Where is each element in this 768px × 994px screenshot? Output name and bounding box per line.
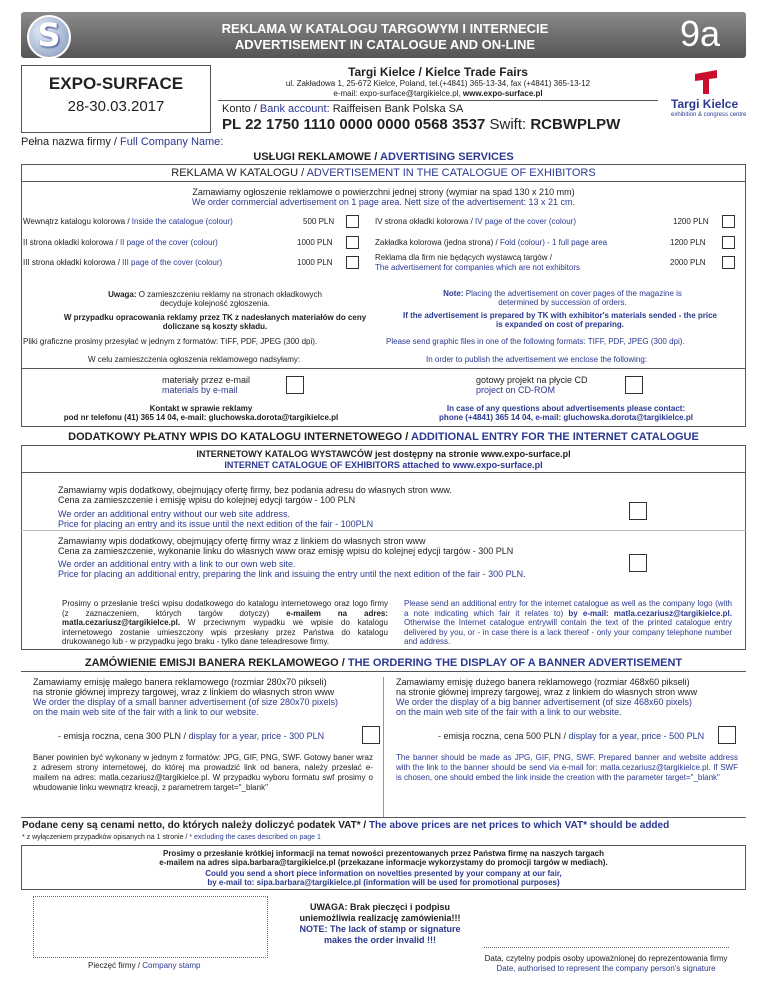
banner-divider	[383, 677, 384, 817]
contact-en-2: phone (+4841) 365 14 04, e-mail: gluchowska.dorota@targikielce.pl	[439, 413, 693, 422]
internet-sub-en: INTERNET CATALOGUE OF EXHIBITORS attached to www.expo-surface.pl	[224, 460, 543, 470]
vat-exceptions: * z wyłączeniem przypadków opisanych na 1 stronie / * excluding the cases described on page 1	[22, 834, 321, 841]
stamp-label: Pieczęć firmy / Company stamp	[88, 961, 201, 970]
catalogue-price-iv-cover: 1200 PLN	[673, 217, 709, 226]
catalogue-item-iii-cover: III strona okładki kolorowa / III page of the cover (colour)	[23, 258, 223, 267]
banner-format-pl: Baner powinien być wykonany w jednym z formatów: JPG, GIF, PNG, SWF. Gotowy baner wraz z adresem strony internetowej, do której ma prowadzić link od banera, należy przesłać e-mailem na adres: matla.cezariusz@targikielce.pl. W przypadku wyboru formatu swf prosimy o wbudowanie linku wewnątrz kreacji, z parametrem target="_blank"	[33, 753, 373, 792]
catalogue-item-non-exhibitor-pl: Reklama dla firm nie będących wystawcą targów /	[375, 253, 552, 262]
news-en-2: by e-mail to: sipa.barbara@targikielce.pl (information will be used for promotional purposes)	[207, 878, 560, 887]
checkbox-entry-without-link[interactable]	[629, 502, 647, 520]
catalogue-price-fold: 1200 PLN	[670, 238, 706, 247]
internet-send-en: Please send an additional entry for the internet catalogue as well as the company logo (with a note indicating which fair it relates to) by e-mail: matla.cezariusz@targikielce.pl. Otherwise the Internet catalogue entrywill contain the text of the printed catalogue entry delivered by you, or - in case there is a lack thereof - only your company telephone number and address.	[404, 599, 732, 646]
catalogue-title: REKLAMA W KATALOGU / ADVERTISEMENT IN THE CATALOGUE OF EXHIBITORS	[171, 167, 596, 179]
internet-sub-pl: INTERNETOWY KATALOG WYSTAWCÓW jest dostępny na stronie www.expo-surface.pl	[196, 449, 571, 459]
big-banner-pl-2: na stronie głównej imprezy targowej, wraz z linkiem do własnych stron www	[396, 687, 698, 697]
big-banner-en-1: We order the display of a big banner advertisement (of size 468x60 pixels)	[396, 697, 692, 707]
contact-en-1: In case of any questions about advertisements please contact:	[446, 404, 686, 413]
catalogue-price-non-exhibitor: 2000 PLN	[670, 258, 706, 267]
cd-option-en: project on CD-ROM	[476, 385, 556, 395]
internet-send-pl: Prosimy o przesłanie treści wpisu dodatkowego do katalogu internetowego oraz logo firmy (z zaznaczeniem, których targów dotyczy) e-mailem na adres: matla.cezariusz@targikielce.pl. W przeciwnym wypadku we wpisie do katalogu internetowego zostanie umieszczony wpis przesłany przez Państwa do katalogu drukowanego lub - w przypadku jego braku - tylko dane teleadresowe firmy.	[62, 599, 389, 646]
signature-line[interactable]	[484, 947, 729, 948]
formats-en: Please send graphic files in one of the following formats: TIFF, PDF, JPEG (300 dpi).	[386, 337, 685, 346]
email-option-pl: materiały przez e-mail	[162, 375, 251, 385]
advertising-services-title: USŁUGI REKLAMOWE / ADVERTISING SERVICES	[253, 151, 514, 163]
opt2-en-2: Price for placing an additional entry, preparing the link and issuing the entry until the next edition of the fair - 300 PLN.	[58, 569, 526, 579]
iban-line: PL 22 1750 1110 0000 0000 0568 3537 Swift: RCBWPLPW	[222, 116, 621, 133]
banner-title-line	[21, 671, 746, 672]
organizer-name: Targi Kielce / Kielce Trade Fairs	[348, 65, 528, 79]
vat-note: Podane ceny są cenami netto, do których należy doliczyć podatek VAT* / The above prices are net prices to which VAT* should be added	[22, 820, 670, 831]
catalogue-intro-pl: Zamawiamy ogłoszenie reklamowe o powierzchni jednej strony (wymiar na spad 130 x 210 mm)	[192, 187, 575, 197]
opt1-en-2: Price for placing an entry and its issue until the next edition of the fair - 100PLN	[58, 519, 374, 529]
warn-pl-2: uniemożliwia realizację zamówienia!!!	[299, 913, 461, 923]
opt2-en-1: We order an additional entry with a link to our own web site.	[58, 559, 296, 569]
checkbox-big-banner[interactable]	[718, 726, 736, 744]
organizer-email: e-mail: expo-surface@targikielce.pl, www.expo-surface.pl	[333, 89, 543, 98]
cd-option-pl: gotowy projekt na płycie CD	[476, 375, 588, 385]
internet-title: DODATKOWY PŁATNY WPIS DO KATALOGU INTERNETOWEGO / ADDITIONAL ENTRY FOR THE INTERNET CATALOGUE	[68, 431, 699, 443]
formats-pl: Pliki graficzne prosimy przesyłać w jednym z formatów: TIFF, PDF, JPEG (300 dpi).	[23, 337, 318, 346]
news-pl-1: Prosimy o przesłanie krótkiej informacji na temat nowości prezentowanych przez Państwa firmę na naszych targach	[162, 849, 605, 858]
tk-note-pl: W przypadku opracowania reklamy przez TK z nadesłanych materiałów do ceny doliczane są koszty składu.	[63, 313, 367, 331]
opt1-en-1: We order an additional entry without our web site address.	[58, 509, 290, 519]
targi-kielce-tagline: exhibition & congress centre	[671, 112, 747, 118]
news-pl-2: e-mailem na adres sipa.barbara@targikielce.pl (przekazane informacje wykorzystamy do promocji targów w mediach).	[159, 858, 608, 867]
contact-pl-2: pod nr telefonu (41) 365 14 04, e-mail: gluchowska.dorota@targikielce.pl	[63, 413, 339, 422]
opt2-pl-1: Zamawiamy wpis dodatkowy, obejmujący ofertę firmy wraz z linkiem do własnych stron www	[58, 536, 426, 546]
big-banner-price: - emisja roczna, cena 500 PLN / display for a year, price - 500 PLN	[438, 731, 705, 741]
small-banner-pl-1: Zamawiamy emisję małego banera reklamowego (rozmiar 280x70 pikseli)	[33, 677, 327, 687]
header-title-pl: REKLAMA W KATALOGU TARGOWYM I INTERNECIE	[221, 21, 549, 36]
catalogue-item-non-exhibitor-en: The advertisement for companies which are not exhibitors	[375, 263, 580, 272]
opt1-pl-1: Zamawiamy wpis dodatkowy, obejmujący ofertę firmy, bez podania adresu do własnych stron www.	[58, 485, 452, 495]
organizer-divider	[218, 100, 658, 101]
signature-label-en: Date, authorised to represent the company person’s signature	[496, 964, 716, 973]
banner-section-bottom	[21, 817, 746, 818]
checkbox-iii-cover[interactable]	[346, 256, 359, 269]
logo-letter: S	[37, 16, 61, 54]
warn-en-2: makes the order invalid !!!	[323, 935, 437, 945]
big-banner-pl-1: Zamawiamy emisję dużego banera reklamowego (rozmiar 468x60 pikseli)	[396, 677, 690, 687]
opt2-pl-2: Cena za zamieszczenie, wykonanie linku do własnych www oraz emisję wpisu do kolejnej edycji targów - 300 PLN	[58, 546, 514, 556]
catalogue-price-iii-cover: 1000 PLN	[297, 258, 333, 267]
catalogue-item-iv-cover: IV strona okładki kolorowa / IV page of the cover (colour)	[375, 217, 576, 226]
banner-format-en: The banner should be made as JPG, GIF, PNG, SWF. Prepared banner and website address with the link to the banner should be send via e-mail for: matla.cezariusz@targikielce.pl. If SWF is chosen, one should embed the link inside the creation with the parameter target="_blank"	[396, 753, 738, 782]
news-en-1: Could you send a short piece information on novelties presented by your company at our fair,	[205, 869, 562, 878]
note-pl: Uwaga: O zamieszczeniu reklamy na stronach okładkowych decyduje kolejność zgłoszenia.	[108, 290, 322, 308]
catalogue-price-ii-cover: 1000 PLN	[297, 238, 333, 247]
company-name-field[interactable]	[160, 147, 746, 148]
opt1-pl-2: Cena za zamieszczenie i emisję wpisu do kolejnej edycji targów - 100 PLN	[58, 495, 356, 505]
checkbox-cd-rom[interactable]	[625, 376, 643, 394]
bank-line: Konto / Bank account: Raiffeisen Bank Polska SA	[222, 103, 464, 115]
banner-title: ZAMÓWIENIE EMISJI BANERA REKLAMOWEGO / THE ORDERING THE DISPLAY OF A BANNER ADVERTISEMENT	[84, 657, 683, 669]
event-name: EXPO-SURFACE	[48, 74, 184, 93]
enclose-en: In order to publish the advertisement we enclose the following:	[426, 355, 648, 364]
checkbox-email-materials[interactable]	[286, 376, 304, 394]
checkbox-iv-cover[interactable]	[722, 215, 735, 228]
checkbox-small-banner[interactable]	[362, 726, 380, 744]
catalogue-item-ii-cover: II strona okładki kolorowa / II page of the cover (colour)	[23, 238, 218, 247]
tk-note-en: If the advertisement is prepared by TK with exhibitor's materials sended - the price is expanded on cost of preparing.	[403, 311, 717, 329]
catalogue-intro-en: We order commercial advertisement on 1 page area. Nett size of the advertisement: 13 x 21 cm.	[191, 197, 575, 207]
checkbox-fold[interactable]	[722, 236, 735, 249]
checkbox-inside-catalogue[interactable]	[346, 215, 359, 228]
catalogue-item-fold: Zakładka kolorowa (jedna strona) / Fold (colour) - 1 full page area	[375, 238, 608, 247]
targi-kielce-logo-icon	[695, 70, 717, 94]
checkbox-entry-with-link[interactable]	[629, 554, 647, 572]
signature-label-pl: Data, czytelny podpis osoby upoważnionej do reprezentowania firmy	[484, 954, 728, 963]
contact-pl-1: Kontakt w sprawie reklamy	[149, 404, 253, 413]
catalogue-item-inside: Wewnątrz katalogu kolorowa / Inside the catalogue (colour)	[23, 217, 233, 226]
checkbox-ii-cover[interactable]	[346, 236, 359, 249]
catalogue-price-inside: 500 PLN	[303, 217, 335, 226]
small-banner-pl-2: na stronie głównej imprezy targowej, wraz z linkiem do własnych stron www	[33, 687, 335, 697]
form-number: 9a	[680, 13, 721, 54]
company-stamp-area[interactable]	[33, 896, 268, 958]
enclose-pl: W celu zamieszczenia ogłoszenia reklamowego nadsyłamy:	[88, 355, 301, 364]
warn-pl-1: UWAGA: Brak pieczęci i podpisu	[309, 902, 451, 912]
small-banner-price: - emisja roczna, cena 300 PLN / display for a year, price - 300 PLN	[58, 731, 325, 741]
targi-kielce-brand: Targi Kielce	[671, 97, 739, 111]
email-option-en: materials by e-mail	[162, 385, 238, 395]
checkbox-non-exhibitor[interactable]	[722, 256, 735, 269]
warn-en-1: NOTE: The lack of stamp or signature	[299, 924, 461, 934]
note-en: Note: Placing the advertisement on cover pages of the magazine is determined by succession of orders.	[443, 289, 682, 307]
header-title-en: ADVERTISEMENT IN CATALOGUE AND ON-LINE	[234, 37, 536, 52]
small-banner-en-2: on the main web site of the fair with a link to our website.	[33, 707, 259, 717]
big-banner-en-2: on the main web site of the fair with a link to our website.	[396, 707, 622, 717]
event-dates: 28-30.03.2017	[67, 98, 165, 115]
organizer-address: ul. Zakładowa 1, 25-672 Kielce, Poland, tel.(+4841) 365-13-34, fax (+4841) 365-13-12	[285, 79, 591, 88]
small-banner-en-1: We order the display of a small banner advertisement (of size 280x70 pixels)	[33, 697, 338, 707]
company-name-label: Pełna nazwa firmy / Full Company Name:	[21, 136, 224, 148]
